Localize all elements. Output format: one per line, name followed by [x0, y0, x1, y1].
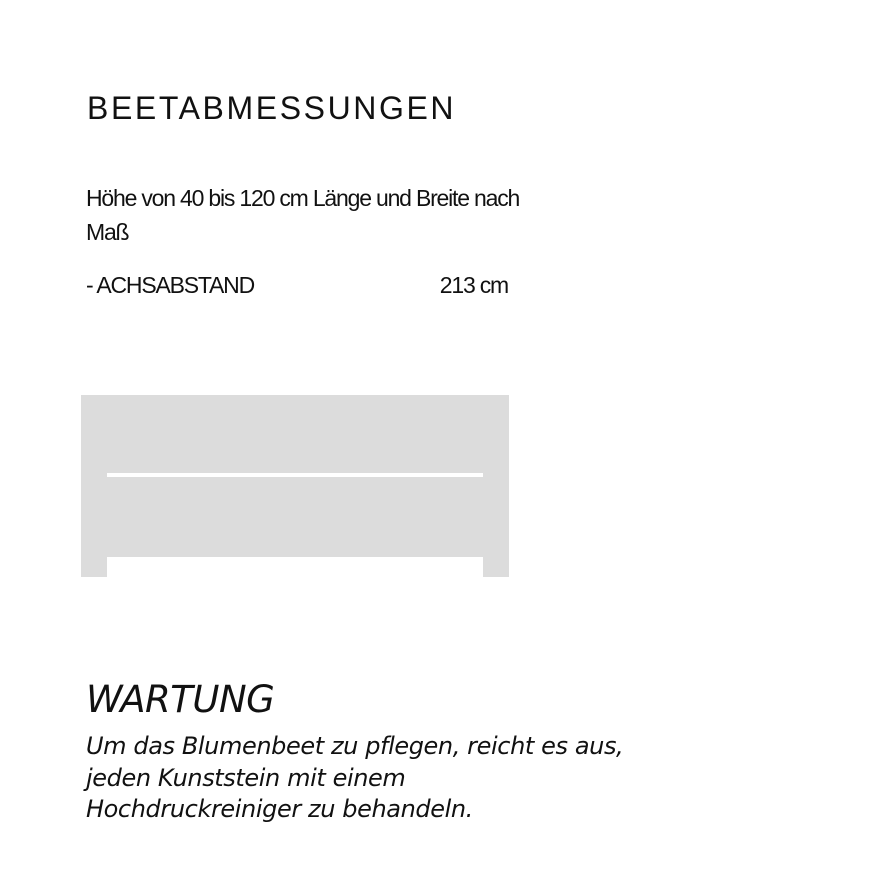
left-post [81, 395, 107, 577]
dimensions-description: Höhe von 40 bis 120 cm Länge und Breite nach Maß [86, 185, 520, 245]
spec-value: 213 cm [439, 272, 508, 298]
flower-bed-diagram [81, 395, 509, 577]
maintenance-text [86, 731, 686, 826]
bottom-board [107, 477, 483, 557]
spec-label: - ACHSABSTAND [86, 272, 255, 298]
spec-row [86, 268, 508, 302]
section-heading: BEETABMESSUNGEN [87, 90, 457, 126]
top-board [107, 395, 483, 473]
maintenance-line: jeden Kunststein mit einem [86, 763, 406, 792]
maintenance-line: Um das Blumenbeet zu pflegen, reicht es aus, [86, 732, 624, 760]
maintenance-title: WARTUNG [86, 678, 275, 721]
maintenance-line: Hochdruckreiniger zu behandeln. [86, 795, 473, 823]
right-post [483, 395, 509, 577]
